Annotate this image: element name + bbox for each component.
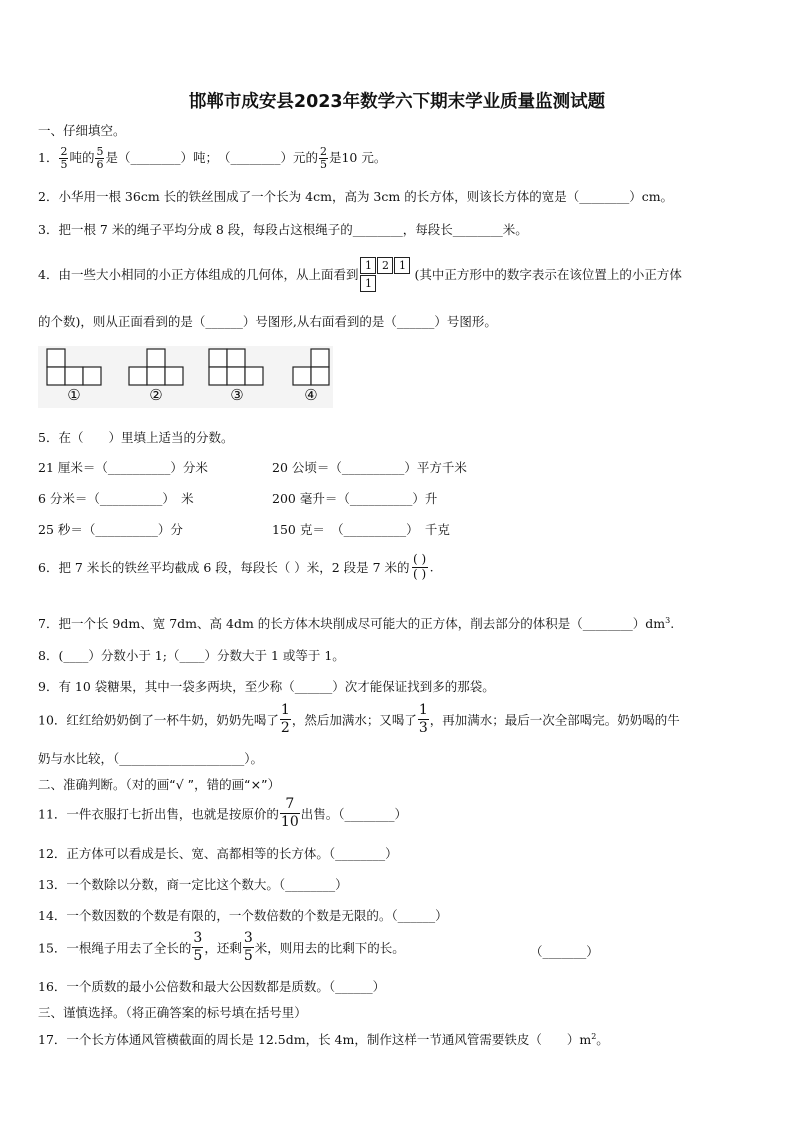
question-9: 9．有 10 袋糖果，其中一袋多两块，至少称（______）次才能保证找到多的那袋。 <box>38 679 495 694</box>
fraction: $\frac{5}{6}$ <box>96 145 104 171</box>
view-shapes <box>38 346 333 386</box>
option-label-1: ① <box>67 386 81 404</box>
blank-fraction: ( ) ( ) <box>412 552 427 581</box>
question-12: 12．正方体可以看成是长、宽、高都相等的长方体。（________） <box>38 846 398 861</box>
fraction: $\frac{3}{5}$ <box>243 930 253 964</box>
option-label-2: ② <box>149 386 163 404</box>
question-4: 4．由一些大小相同的小正方体组成的几何体，从上面看到 1 2 1 1 (其中正方形中的数字表示在该位置上的小正方体 <box>38 255 682 293</box>
question-16: 16．一个质数的最小公倍数和最大公因数都是质数。（______） <box>38 979 386 994</box>
fraction: $\frac{7}{10}$ <box>280 796 299 830</box>
question-7: 7．把一个长 9dm、宽 7dm、高 4dm 的长方体木块削成尽可能大的正方体，削去部分的体积是$(\_\_\_\_\_\_\_\_)dm^3$. <box>38 615 675 631</box>
section-heading-2: 二、准确判断。（对的画“√ ”，错的画“×”） <box>38 777 281 792</box>
view-options-figure <box>38 346 333 408</box>
fraction: $\frac{1}{2}$ <box>280 702 290 736</box>
fraction: $\frac{2}{5}$ <box>60 145 68 171</box>
question-15-answer: （_______） <box>530 944 599 959</box>
q5-row-1-right: 20 公顷＝（__________）平方千米 <box>272 460 467 475</box>
section-heading-1: 一、仔细填空。 <box>38 123 126 138</box>
question-11: 11．一件衣服打七折出售，也就是按原价的 $\frac{7}{10}$ 出售。（________） <box>38 796 408 830</box>
fraction: $\frac{2}{5}$ <box>319 145 327 171</box>
top-view-grid: 1 2 1 1 <box>360 255 412 293</box>
question-6: 6．把 7 米长的铁丝平均截成 6 段，每段长（ ）米，2 段是 7 米的 ( ) ( ) . <box>38 552 434 581</box>
question-13: 13．一个数除以分数，商一定比这个数大。（________） <box>38 877 348 892</box>
question-8: 8．(____）分数小于 1;（____）分数大于 1 或等于 1。 <box>38 648 345 663</box>
question-5: 5．在（ ）里填上适当的分数。 <box>38 430 234 445</box>
question-10: 10．红红给奶奶倒了一杯牛奶，奶奶先喝了 $\frac{1}{2}$ ，然后加满水；又喝了 $\frac{1}{3}$ ，再加满水；最后一次全部喝完。奶奶喝的牛 <box>38 702 680 736</box>
question-2: 2．小华用一根 36cm 长的铁丝围成了一个长为 4cm，高为 3cm 的长方体，则该长方体的宽是（________）cm。 <box>38 189 674 204</box>
question-14: 14．一个数因数的个数是有限的，一个数倍数的个数是无限的。（______） <box>38 908 448 923</box>
question-15: 15．一根绳子用去了全长的 $\frac{3}{5}$ ，还剩 $\frac{3}{5}$ 米，则用去的比剩下的长。 <box>38 930 405 964</box>
fraction: $\frac{3}{5}$ <box>193 930 203 964</box>
q5-row-3-right: 150 克＝ （__________） 千克 <box>272 522 450 537</box>
page-title: 邯郸市成安县2023年数学六下期末学业质量监测试题 <box>188 92 606 112</box>
question-1: 1． $\frac{2}{5}$ 吨的 $\frac{5}{6}$ 是（________）吨； （________）元的 $\frac{2}{5}$ 是10 元。 <box>38 145 387 171</box>
q5-row-3-left: 25 秒＝（__________）分 <box>38 522 183 537</box>
q5-row-2-right: 200 毫升＝（__________）升 <box>272 491 438 506</box>
q5-row-1-left: 21 厘米＝（__________）分米 <box>38 460 208 475</box>
question-17: 17．一个长方体通风管横截面的周长是 12.5dm，长 4m，制作这样一节通风管需要铁皮（ ）$m^2$。 <box>38 1031 609 1047</box>
question-3: 3．把一根 7 米的绳子平均分成 8 段，每段占这根绳子的________，每段长________米。 <box>38 222 528 237</box>
option-label-4: ④ <box>304 386 318 404</box>
section-heading-3: 三、谨慎选择。（将正确答案的标号填在括号里） <box>38 1005 307 1020</box>
q5-row-2-left: 6 分米＝（__________） 米 <box>38 491 194 506</box>
option-label-3: ③ <box>230 386 244 404</box>
fraction: $\frac{1}{3}$ <box>418 702 428 736</box>
question-4-cont: 的个数)，则从正面看到的是（______）号图形,从右面看到的是（______）号图形。 <box>38 314 497 329</box>
question-10-cont: 奶与水比较，（____________________）。 <box>38 751 264 766</box>
